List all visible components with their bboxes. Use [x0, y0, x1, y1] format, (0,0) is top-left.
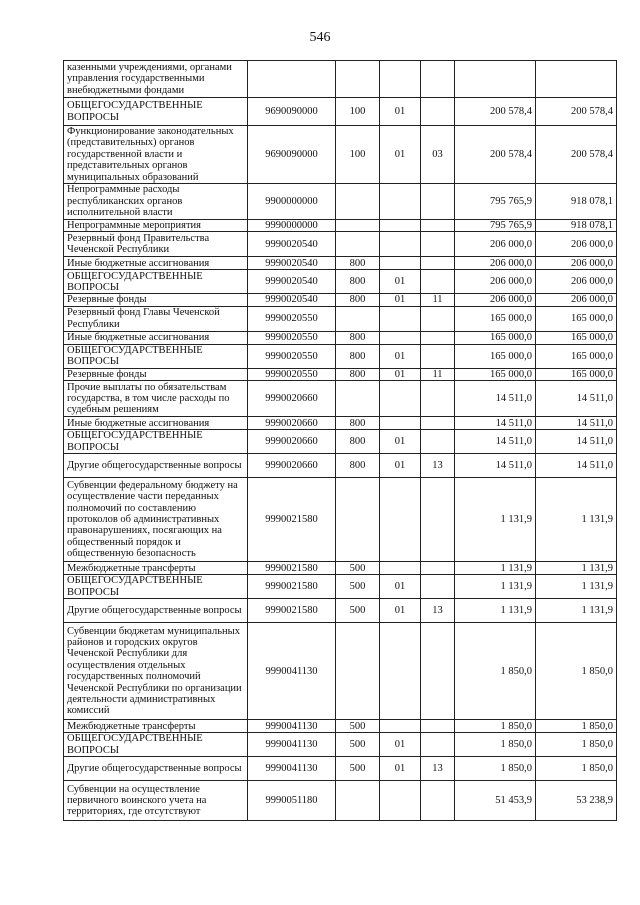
row-expense-type-cell: [336, 381, 380, 417]
row-name-cell: Другие общегосударственные вопросы: [64, 757, 248, 781]
row-sum-year1-cell: 206 000,0: [455, 257, 536, 270]
row-expense-type-cell: 500: [336, 599, 380, 623]
row-code-cell: 9990021580: [248, 562, 336, 575]
row-name-cell: Резервный фонд Главы Чеченской Республики: [64, 306, 248, 331]
budget-table-body: [64, 61, 617, 821]
table-row: [64, 306, 617, 331]
row-sum-year2-cell: 200 578,4: [536, 98, 617, 126]
row-subsection-cell: [421, 98, 455, 126]
table-row: [64, 623, 617, 720]
row-subsection-cell: [421, 623, 455, 720]
row-code-cell: 9990020550: [248, 331, 336, 344]
row-sum-year1-cell: 206 000,0: [455, 294, 536, 306]
row-sum-year1-cell: 1 850,0: [455, 720, 536, 733]
row-section-cell: 01: [380, 454, 421, 478]
row-subsection-cell: [421, 781, 455, 821]
row-sum-year2-cell: 53 238,9: [536, 781, 617, 821]
row-sum-year1-cell: 200 578,4: [455, 98, 536, 126]
row-expense-type-cell: 800: [336, 257, 380, 270]
row-code-cell: 9990020540: [248, 294, 336, 306]
row-expense-type-cell: 800: [336, 344, 380, 368]
row-code-cell: 9990020660: [248, 381, 336, 417]
row-expense-type-cell: [336, 184, 380, 220]
row-name-cell: Субвенции бюджетам муниципальных районов и городских округов Чеченской Республики для осуществления отдельных государственных полномочий Чеченской Республики по организации деятельности административных комиссий: [64, 623, 248, 720]
row-code-cell: 9990020550: [248, 306, 336, 331]
row-expense-type-cell: 800: [336, 368, 380, 380]
row-section-cell: [380, 257, 421, 270]
row-code-cell: 9990041130: [248, 720, 336, 733]
row-expense-type-cell: 500: [336, 562, 380, 575]
row-expense-type-cell: 800: [336, 294, 380, 306]
row-sum-year2-cell: 1 850,0: [536, 733, 617, 757]
row-subsection-cell: 11: [421, 368, 455, 380]
row-section-cell: 01: [380, 575, 421, 599]
row-expense-type-cell: 100: [336, 126, 380, 184]
row-name-cell: Прочие выплаты по обязательствам государства, в том числе расходы по судебным решениям: [64, 381, 248, 417]
row-sum-year2-cell: 165 000,0: [536, 344, 617, 368]
row-sum-year1-cell: 200 578,4: [455, 126, 536, 184]
row-name-cell: Резервные фонды: [64, 294, 248, 306]
table-row: [64, 562, 617, 575]
row-expense-type-cell: 100: [336, 98, 380, 126]
row-section-cell: [380, 781, 421, 821]
row-name-cell: ОБЩЕГОСУДАРСТВЕННЫЕ ВОПРОСЫ: [64, 733, 248, 757]
row-sum-year2-cell: 918 078,1: [536, 220, 617, 232]
row-name-cell: Непрограммные расходы республиканских органов исполнительной власти: [64, 184, 248, 220]
row-subsection-cell: 13: [421, 454, 455, 478]
row-sum-year1-cell: 1 131,9: [455, 478, 536, 562]
table-row: [64, 331, 617, 344]
row-code-cell: 9990041130: [248, 757, 336, 781]
row-sum-year1-cell: 206 000,0: [455, 232, 536, 257]
row-sum-year1-cell: 1 131,9: [455, 575, 536, 599]
table-row: [64, 430, 617, 454]
row-subsection-cell: [421, 331, 455, 344]
row-sum-year2-cell: 1 131,9: [536, 478, 617, 562]
table-row: [64, 733, 617, 757]
row-name-cell: ОБЩЕГОСУДАРСТВЕННЫЕ ВОПРОСЫ: [64, 575, 248, 599]
row-code-cell: 9990020540: [248, 257, 336, 270]
row-subsection-cell: 13: [421, 599, 455, 623]
row-expense-type-cell: 500: [336, 720, 380, 733]
table-row: [64, 184, 617, 220]
row-name-cell: ОБЩЕГОСУДАРСТВЕННЫЕ ВОПРОСЫ: [64, 270, 248, 294]
row-code-cell: 9990020660: [248, 454, 336, 478]
table-row: [64, 61, 617, 98]
row-code-cell: 9690090000: [248, 126, 336, 184]
row-sum-year2-cell: [536, 61, 617, 98]
row-sum-year2-cell: 1 131,9: [536, 575, 617, 599]
row-subsection-cell: [421, 562, 455, 575]
row-subsection-cell: 03: [421, 126, 455, 184]
row-section-cell: 01: [380, 98, 421, 126]
row-name-cell: Резервный фонд Правительства Чеченской Республики: [64, 232, 248, 257]
row-sum-year2-cell: 918 078,1: [536, 184, 617, 220]
row-expense-type-cell: 800: [336, 430, 380, 454]
row-subsection-cell: 13: [421, 757, 455, 781]
row-section-cell: [380, 220, 421, 232]
row-sum-year1-cell: 14 511,0: [455, 381, 536, 417]
row-name-cell: Другие общегосударственные вопросы: [64, 599, 248, 623]
row-sum-year2-cell: 165 000,0: [536, 368, 617, 380]
row-name-cell: Функционирование законодательных (представительных) органов государственной власти и представительных органов муниципальных образований: [64, 126, 248, 184]
table-row: [64, 381, 617, 417]
row-subsection-cell: [421, 257, 455, 270]
row-sum-year1-cell: 165 000,0: [455, 344, 536, 368]
row-name-cell: Субвенции на осуществление первичного воинского учета на территориях, где отсутствуют: [64, 781, 248, 821]
row-subsection-cell: [421, 430, 455, 454]
row-subsection-cell: [421, 478, 455, 562]
row-subsection-cell: 11: [421, 294, 455, 306]
row-sum-year1-cell: 165 000,0: [455, 331, 536, 344]
row-code-cell: 9990020540: [248, 270, 336, 294]
row-section-cell: 01: [380, 270, 421, 294]
table-row: [64, 720, 617, 733]
row-section-cell: 01: [380, 430, 421, 454]
table-row: [64, 575, 617, 599]
row-sum-year1-cell: 1 131,9: [455, 562, 536, 575]
row-subsection-cell: [421, 232, 455, 257]
table-row: [64, 781, 617, 821]
row-sum-year2-cell: 14 511,0: [536, 454, 617, 478]
row-code-cell: 9990021580: [248, 599, 336, 623]
row-subsection-cell: [421, 720, 455, 733]
row-sum-year1-cell: 14 511,0: [455, 417, 536, 430]
row-sum-year1-cell: 795 765,9: [455, 220, 536, 232]
row-expense-type-cell: [336, 623, 380, 720]
row-sum-year2-cell: 206 000,0: [536, 270, 617, 294]
row-expense-type-cell: 500: [336, 757, 380, 781]
row-subsection-cell: [421, 733, 455, 757]
table-row: [64, 98, 617, 126]
row-sum-year2-cell: 206 000,0: [536, 294, 617, 306]
row-code-cell: 9900000000: [248, 184, 336, 220]
row-expense-type-cell: 800: [336, 417, 380, 430]
row-sum-year2-cell: 165 000,0: [536, 306, 617, 331]
row-expense-type-cell: [336, 478, 380, 562]
row-expense-type-cell: [336, 232, 380, 257]
row-section-cell: [380, 306, 421, 331]
row-sum-year2-cell: 1 131,9: [536, 599, 617, 623]
table-row: [64, 344, 617, 368]
table-row: [64, 126, 617, 184]
row-sum-year1-cell: 165 000,0: [455, 306, 536, 331]
table-row: [64, 757, 617, 781]
page-number: 546: [309, 30, 331, 45]
row-sum-year1-cell: [455, 61, 536, 98]
row-name-cell: Другие общегосударственные вопросы: [64, 454, 248, 478]
row-section-cell: 01: [380, 599, 421, 623]
row-code-cell: 9990041130: [248, 623, 336, 720]
row-code-cell: [248, 61, 336, 98]
row-subsection-cell: [421, 220, 455, 232]
row-section-cell: 01: [380, 757, 421, 781]
row-sum-year1-cell: 165 000,0: [455, 368, 536, 380]
row-expense-type-cell: 500: [336, 575, 380, 599]
row-sum-year1-cell: 1 850,0: [455, 623, 536, 720]
row-sum-year2-cell: 165 000,0: [536, 331, 617, 344]
row-section-cell: [380, 478, 421, 562]
row-subsection-cell: [421, 381, 455, 417]
row-sum-year2-cell: 1 131,9: [536, 562, 617, 575]
row-code-cell: 9990021580: [248, 575, 336, 599]
table-row: [64, 599, 617, 623]
row-sum-year2-cell: 206 000,0: [536, 232, 617, 257]
row-subsection-cell: [421, 417, 455, 430]
row-name-cell: Субвенции федеральному бюджету на осуществление части переданных полномочий по составлению протоколов об административных правонарушениях, посягающих на общественный порядок и общественную безопасность: [64, 478, 248, 562]
row-name-cell: Непрограммные мероприятия: [64, 220, 248, 232]
row-code-cell: 9990020660: [248, 417, 336, 430]
row-section-cell: 01: [380, 733, 421, 757]
row-name-cell: ОБЩЕГОСУДАРСТВЕННЫЕ ВОПРОСЫ: [64, 344, 248, 368]
table-row: [64, 478, 617, 562]
row-section-cell: [380, 331, 421, 344]
row-section-cell: [380, 720, 421, 733]
row-sum-year2-cell: 1 850,0: [536, 720, 617, 733]
row-code-cell: 9990020540: [248, 232, 336, 257]
row-code-cell: 9990000000: [248, 220, 336, 232]
row-expense-type-cell: 500: [336, 733, 380, 757]
row-code-cell: 9990021580: [248, 478, 336, 562]
row-expense-type-cell: 800: [336, 331, 380, 344]
table-row: [64, 220, 617, 232]
row-sum-year1-cell: 1 850,0: [455, 757, 536, 781]
row-code-cell: 9990020550: [248, 368, 336, 380]
row-subsection-cell: [421, 306, 455, 331]
row-subsection-cell: [421, 270, 455, 294]
row-section-cell: 01: [380, 126, 421, 184]
row-expense-type-cell: 800: [336, 270, 380, 294]
row-name-cell: ОБЩЕГОСУДАРСТВЕННЫЕ ВОПРОСЫ: [64, 98, 248, 126]
row-name-cell: Иные бюджетные ассигнования: [64, 257, 248, 270]
row-sum-year2-cell: 1 850,0: [536, 757, 617, 781]
row-section-cell: [380, 417, 421, 430]
row-sum-year1-cell: 1 131,9: [455, 599, 536, 623]
row-expense-type-cell: [336, 220, 380, 232]
row-section-cell: [380, 623, 421, 720]
row-sum-year2-cell: 206 000,0: [536, 257, 617, 270]
row-name-cell: ОБЩЕГОСУДАРСТВЕННЫЕ ВОПРОСЫ: [64, 430, 248, 454]
row-expense-type-cell: [336, 781, 380, 821]
row-code-cell: 9990020550: [248, 344, 336, 368]
row-code-cell: 9990041130: [248, 733, 336, 757]
row-sum-year2-cell: 200 578,4: [536, 126, 617, 184]
row-expense-type-cell: [336, 61, 380, 98]
table-row: [64, 270, 617, 294]
table-row: [64, 368, 617, 380]
row-section-cell: 01: [380, 368, 421, 380]
row-sum-year1-cell: 795 765,9: [455, 184, 536, 220]
row-section-cell: [380, 232, 421, 257]
row-sum-year1-cell: 14 511,0: [455, 430, 536, 454]
table-row: [64, 232, 617, 257]
row-section-cell: [380, 61, 421, 98]
row-sum-year1-cell: 206 000,0: [455, 270, 536, 294]
row-code-cell: 9990051180: [248, 781, 336, 821]
row-code-cell: 9990020660: [248, 430, 336, 454]
row-section-cell: [380, 184, 421, 220]
row-name-cell: Иные бюджетные ассигнования: [64, 331, 248, 344]
row-subsection-cell: [421, 575, 455, 599]
row-subsection-cell: [421, 61, 455, 98]
row-subsection-cell: [421, 344, 455, 368]
row-code-cell: 9690090000: [248, 98, 336, 126]
row-name-cell: Межбюджетные трансферты: [64, 562, 248, 575]
row-section-cell: 01: [380, 344, 421, 368]
row-sum-year2-cell: 14 511,0: [536, 381, 617, 417]
table-row: [64, 257, 617, 270]
row-name-cell: казенными учреждениями, органами управления государственными внебюджетными фондами: [64, 61, 248, 98]
row-section-cell: [380, 562, 421, 575]
row-sum-year1-cell: 14 511,0: [455, 454, 536, 478]
row-sum-year2-cell: 14 511,0: [536, 417, 617, 430]
row-sum-year1-cell: 51 453,9: [455, 781, 536, 821]
row-sum-year2-cell: 14 511,0: [536, 430, 617, 454]
row-subsection-cell: [421, 184, 455, 220]
table-row: [64, 417, 617, 430]
row-sum-year2-cell: 1 850,0: [536, 623, 617, 720]
row-name-cell: Резервные фонды: [64, 368, 248, 380]
budget-table: [63, 60, 617, 821]
row-name-cell: Межбюджетные трансферты: [64, 720, 248, 733]
row-expense-type-cell: [336, 306, 380, 331]
row-sum-year1-cell: 1 850,0: [455, 733, 536, 757]
table-row: [64, 294, 617, 306]
table-row: [64, 454, 617, 478]
row-section-cell: [380, 381, 421, 417]
row-section-cell: 01: [380, 294, 421, 306]
row-expense-type-cell: 800: [336, 454, 380, 478]
row-name-cell: Иные бюджетные ассигнования: [64, 417, 248, 430]
